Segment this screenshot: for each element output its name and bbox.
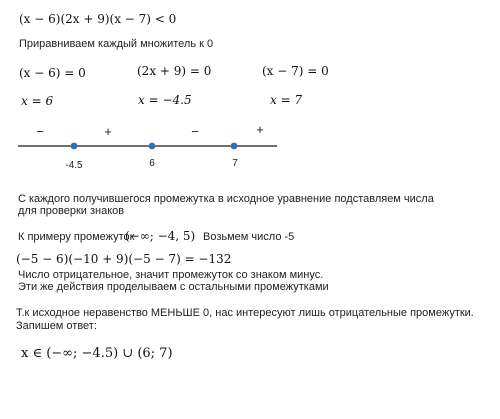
sign-interval-4: + xyxy=(256,122,264,137)
number-line xyxy=(0,118,300,176)
example-prefix: К примеру промежуток xyxy=(18,231,135,243)
conclusion-line-1: Т.к исходное неравенство МЕНЬШЕ 0, нас интересуют лишь отрицательные промежутки. xyxy=(16,307,474,319)
point-marker-1 xyxy=(71,143,78,150)
note-line-1: Число отрицательное, значит промежуток со знаком минус. xyxy=(18,269,324,281)
factor-eq-2: (2x + 9) = 0 xyxy=(137,64,212,78)
point-label-3: 7 xyxy=(232,158,238,169)
main-inequality: (x − 6)(2x + 9)(x − 7) < 0 xyxy=(19,12,177,26)
root-1: x = 6 xyxy=(21,94,54,108)
note-line-2: Эти же действия проделываем с остальными промежутками xyxy=(18,281,329,293)
point-marker-2 xyxy=(149,143,156,150)
sign-interval-2: + xyxy=(104,124,112,139)
step2-line-1: С каждого получившегося промежутка в исходное уравнение подставляем числа xyxy=(18,193,434,205)
step2-line-2: для проверки знаков xyxy=(18,205,125,217)
step1-instruction: Приравниваем каждый множитель к 0 xyxy=(19,38,214,50)
calculation: (−5 − 6)(−10 + 9)(−5 − 7) = −132 xyxy=(16,252,232,266)
sign-interval-1: − xyxy=(36,124,44,139)
point-label-2: 6 xyxy=(149,158,155,169)
conclusion-line-2: Запишем ответ: xyxy=(16,320,97,332)
factor-eq-3: (x − 7) = 0 xyxy=(262,64,329,78)
root-3: x = 7 xyxy=(270,93,303,107)
final-answer: x ∈ (−∞; −4.5) ∪ (6; 7) xyxy=(21,346,173,361)
example-suffix: Возьмем число -5 xyxy=(203,231,295,243)
point-label-1: -4.5 xyxy=(65,160,83,171)
factor-eq-1: (x − 6) = 0 xyxy=(19,66,86,80)
sign-interval-3: − xyxy=(191,124,199,139)
point-marker-3 xyxy=(231,143,238,150)
example-interval: (−∞; −4, 5) xyxy=(125,229,196,243)
root-2: x = −4.5 xyxy=(138,93,192,107)
